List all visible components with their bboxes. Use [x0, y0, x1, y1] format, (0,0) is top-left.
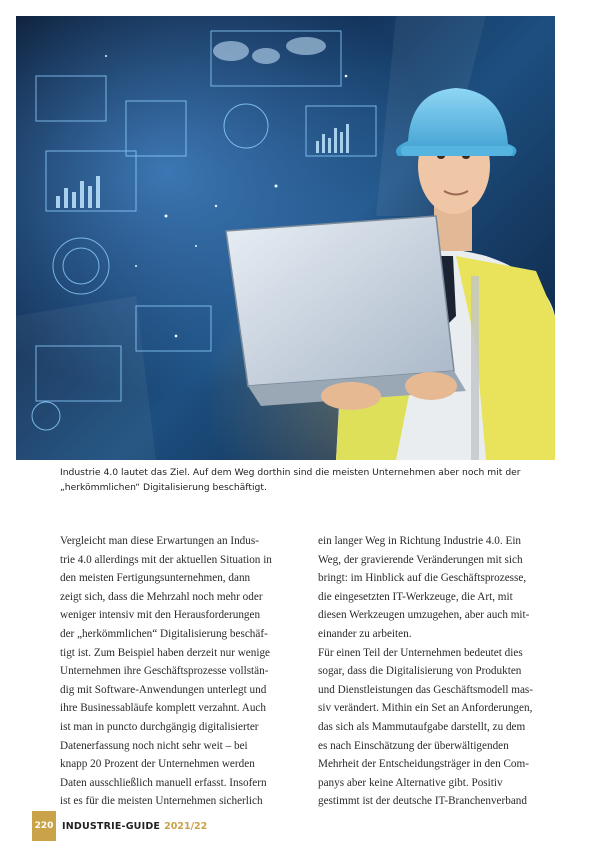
body-line: knapp 20 Prozent der Unternehmen werden — [60, 758, 255, 771]
photo-caption — [60, 465, 555, 495]
body-line: den meisten Fertigungsunternehmen, dann — [60, 572, 251, 585]
page-footer — [32, 811, 207, 841]
body-line: Unternehmen ihre Geschäftsprozesse vollstän- — [60, 665, 269, 678]
body-line: trie 4.0 allerdings mit der aktuellen Situation in — [60, 553, 272, 566]
body-line: ein langer Weg in Richtung Industrie 4.0. Ein — [318, 535, 522, 547]
body-line: gestimmt ist der deutsche IT-Branchenverband — [318, 795, 527, 808]
publication-title: INDUSTRIE-GUIDE — [62, 820, 161, 832]
body-line: diesen Werkzeugen umzugehen, aber auch mit- — [318, 609, 530, 622]
body-line: sogar, dass die Digitalisierung von Produkten — [318, 665, 522, 678]
body-line: tigt ist. Zum Beispiel haben derzeit nur wenige — [60, 646, 271, 659]
caption-line: Industrie 4.0 lautet das Ziel. Auf dem Weg dorthin sind die meisten Unternehmen aber noch mit der — [60, 467, 521, 478]
body-line: es nach Einschätzung der überwältigenden — [318, 739, 509, 752]
body-line: Vergleicht man diese Erwartungen an Indus- — [60, 535, 259, 547]
body-line: zeigt sich, dass die Mehrzahl noch mehr oder — [60, 590, 263, 603]
body-line: ihre Businessabläufe komplett verzahnt. Auch — [60, 702, 266, 715]
body-line: ist es für die meisten Unternehmen sicherlich — [60, 795, 263, 808]
body-line: der „herkömmlichen“ Digitalisierung beschäf- — [60, 627, 268, 640]
body-line: einander zu arbeiten. — [318, 627, 412, 640]
body-line: panys aber keine Alternative gibt. Positiv — [318, 776, 503, 789]
text-column-right — [318, 532, 558, 811]
body-line: die eingesetzten IT-Werkzeuge, die Art, mit — [318, 590, 513, 603]
body-line: Weg, der gravierende Veränderungen mit sich — [318, 553, 523, 566]
body-line: ist man in puncto durchgängig digitalisierter — [60, 720, 259, 733]
page-number: 220 — [32, 811, 56, 841]
caption-line: „herkömmlichen“ Digitalisierung beschäftigt. — [60, 482, 267, 493]
engineer-with-laptop-photo — [16, 16, 555, 460]
body-line: Daten ausschließlich manuell erfasst. Insofern — [60, 776, 267, 789]
body-line: Mehrheit der Entscheidungsträger in den Com- — [318, 758, 529, 771]
body-line: Datenerfassung noch nicht sehr weit – bei — [60, 739, 248, 752]
body-line: Für einen Teil der Unternehmen bedeutet dies — [318, 646, 523, 659]
body-line: siv verändert. Mithin ein Set an Anforderungen, — [318, 702, 533, 715]
body-line: das sich als Mammutaufgabe darstellt, zu dem — [318, 720, 526, 733]
text-column-left — [60, 532, 300, 811]
body-line: weniger intensiv mit den Herausforderungen — [60, 609, 261, 622]
publication-year: 2021/22 — [164, 820, 208, 832]
hero-photo — [16, 16, 555, 460]
body-line: und Dienstleistungen das Geschäftsmodell mas- — [318, 683, 534, 696]
body-line: bringt: im Hinblick auf die Geschäftsprozesse, — [318, 572, 527, 585]
body-line: dig mit Software-Anwendungen unterlegt und — [60, 683, 267, 696]
